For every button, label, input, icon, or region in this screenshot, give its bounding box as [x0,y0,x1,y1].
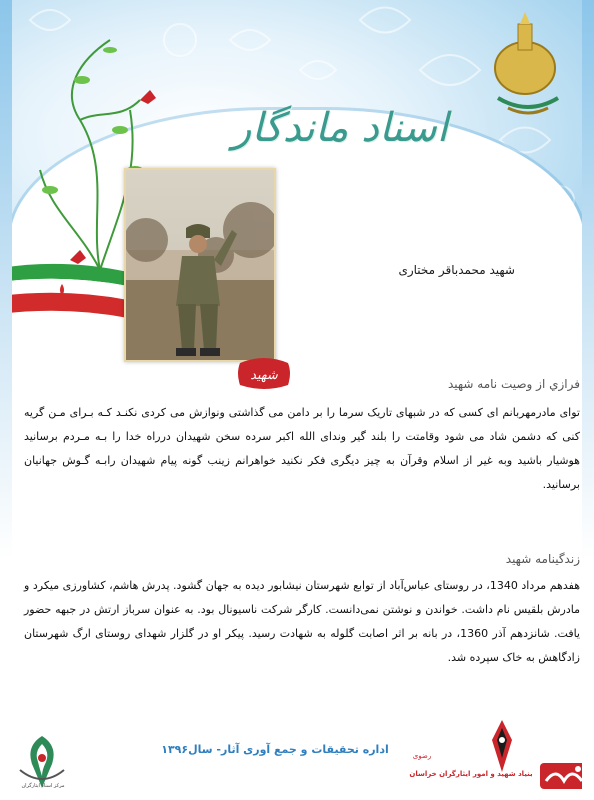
martyr-foundation-emblem [488,718,516,774]
shrine-emblem [478,10,573,120]
martyr-badge [236,357,292,391]
biography-heading: زندگينامه شهيد [505,552,580,566]
flag [0,262,128,320]
footer-text: اداره تحقیقات و جمع آوری آثار- سال۱۳۹۶ [161,743,389,756]
will-heading: فرازي از وصيت نامه شهيد [447,377,580,391]
martyr-name: شهید محمدباقر مختاری [398,263,515,277]
page-title: اسناد ماندگار [232,105,448,151]
footer-right-text-1: رضوی [412,752,432,760]
left-border [0,0,12,800]
badge-text: شهید [250,368,278,383]
footer-right-text-2: بنیاد شهید و امور ایثارگران خراسان [409,770,533,778]
biography-text: هفدهم مرداد 1340، در روستای عباس‌آباد از توابع شهرستان نیشابور دیده به جهان گشود. پدرش هاشم، کشاورزی میکرد و مادرش بلقیس نام داشت. خواندن و نوشتن نمی‌دانست. کارگر شرکت ناسیونال بود. به عنوان سرباز ارتش در جبهه حضور یافت. شانزدهم آذر 1360، در بانه بر اثر اصابت گلوله به شهادت رسید. پیکر او در گلزار شهدای روستای ارگ شهرستان زادگاهش به خاک سپرده شد. [24,579,580,664]
archive-center-logo-text: مرکز اسناد ایثارگران [21,783,65,789]
martyr-photo [124,168,276,362]
will-text: توای مادرمهربانم ای کسی که در شبهای تاریک سرما را بر دامن می گذاشتی ونوازش می کردی نکنـد کـه بـرای مـن گریه کنی که دشمن شاد می شود وقامتت را بلند گیر وندای الله اکبر سرده سخن شهیدان درراه خدا را بـه مـردم برسانید هوشیار باشید وبه غیر از اسلام وقرآن به چیز دیگری فکر نکنید خواهرانم زینب گونه پیام شهیدان رابـه گـوش جهانیان برسانید. [24,406,580,491]
right-border [582,0,594,800]
